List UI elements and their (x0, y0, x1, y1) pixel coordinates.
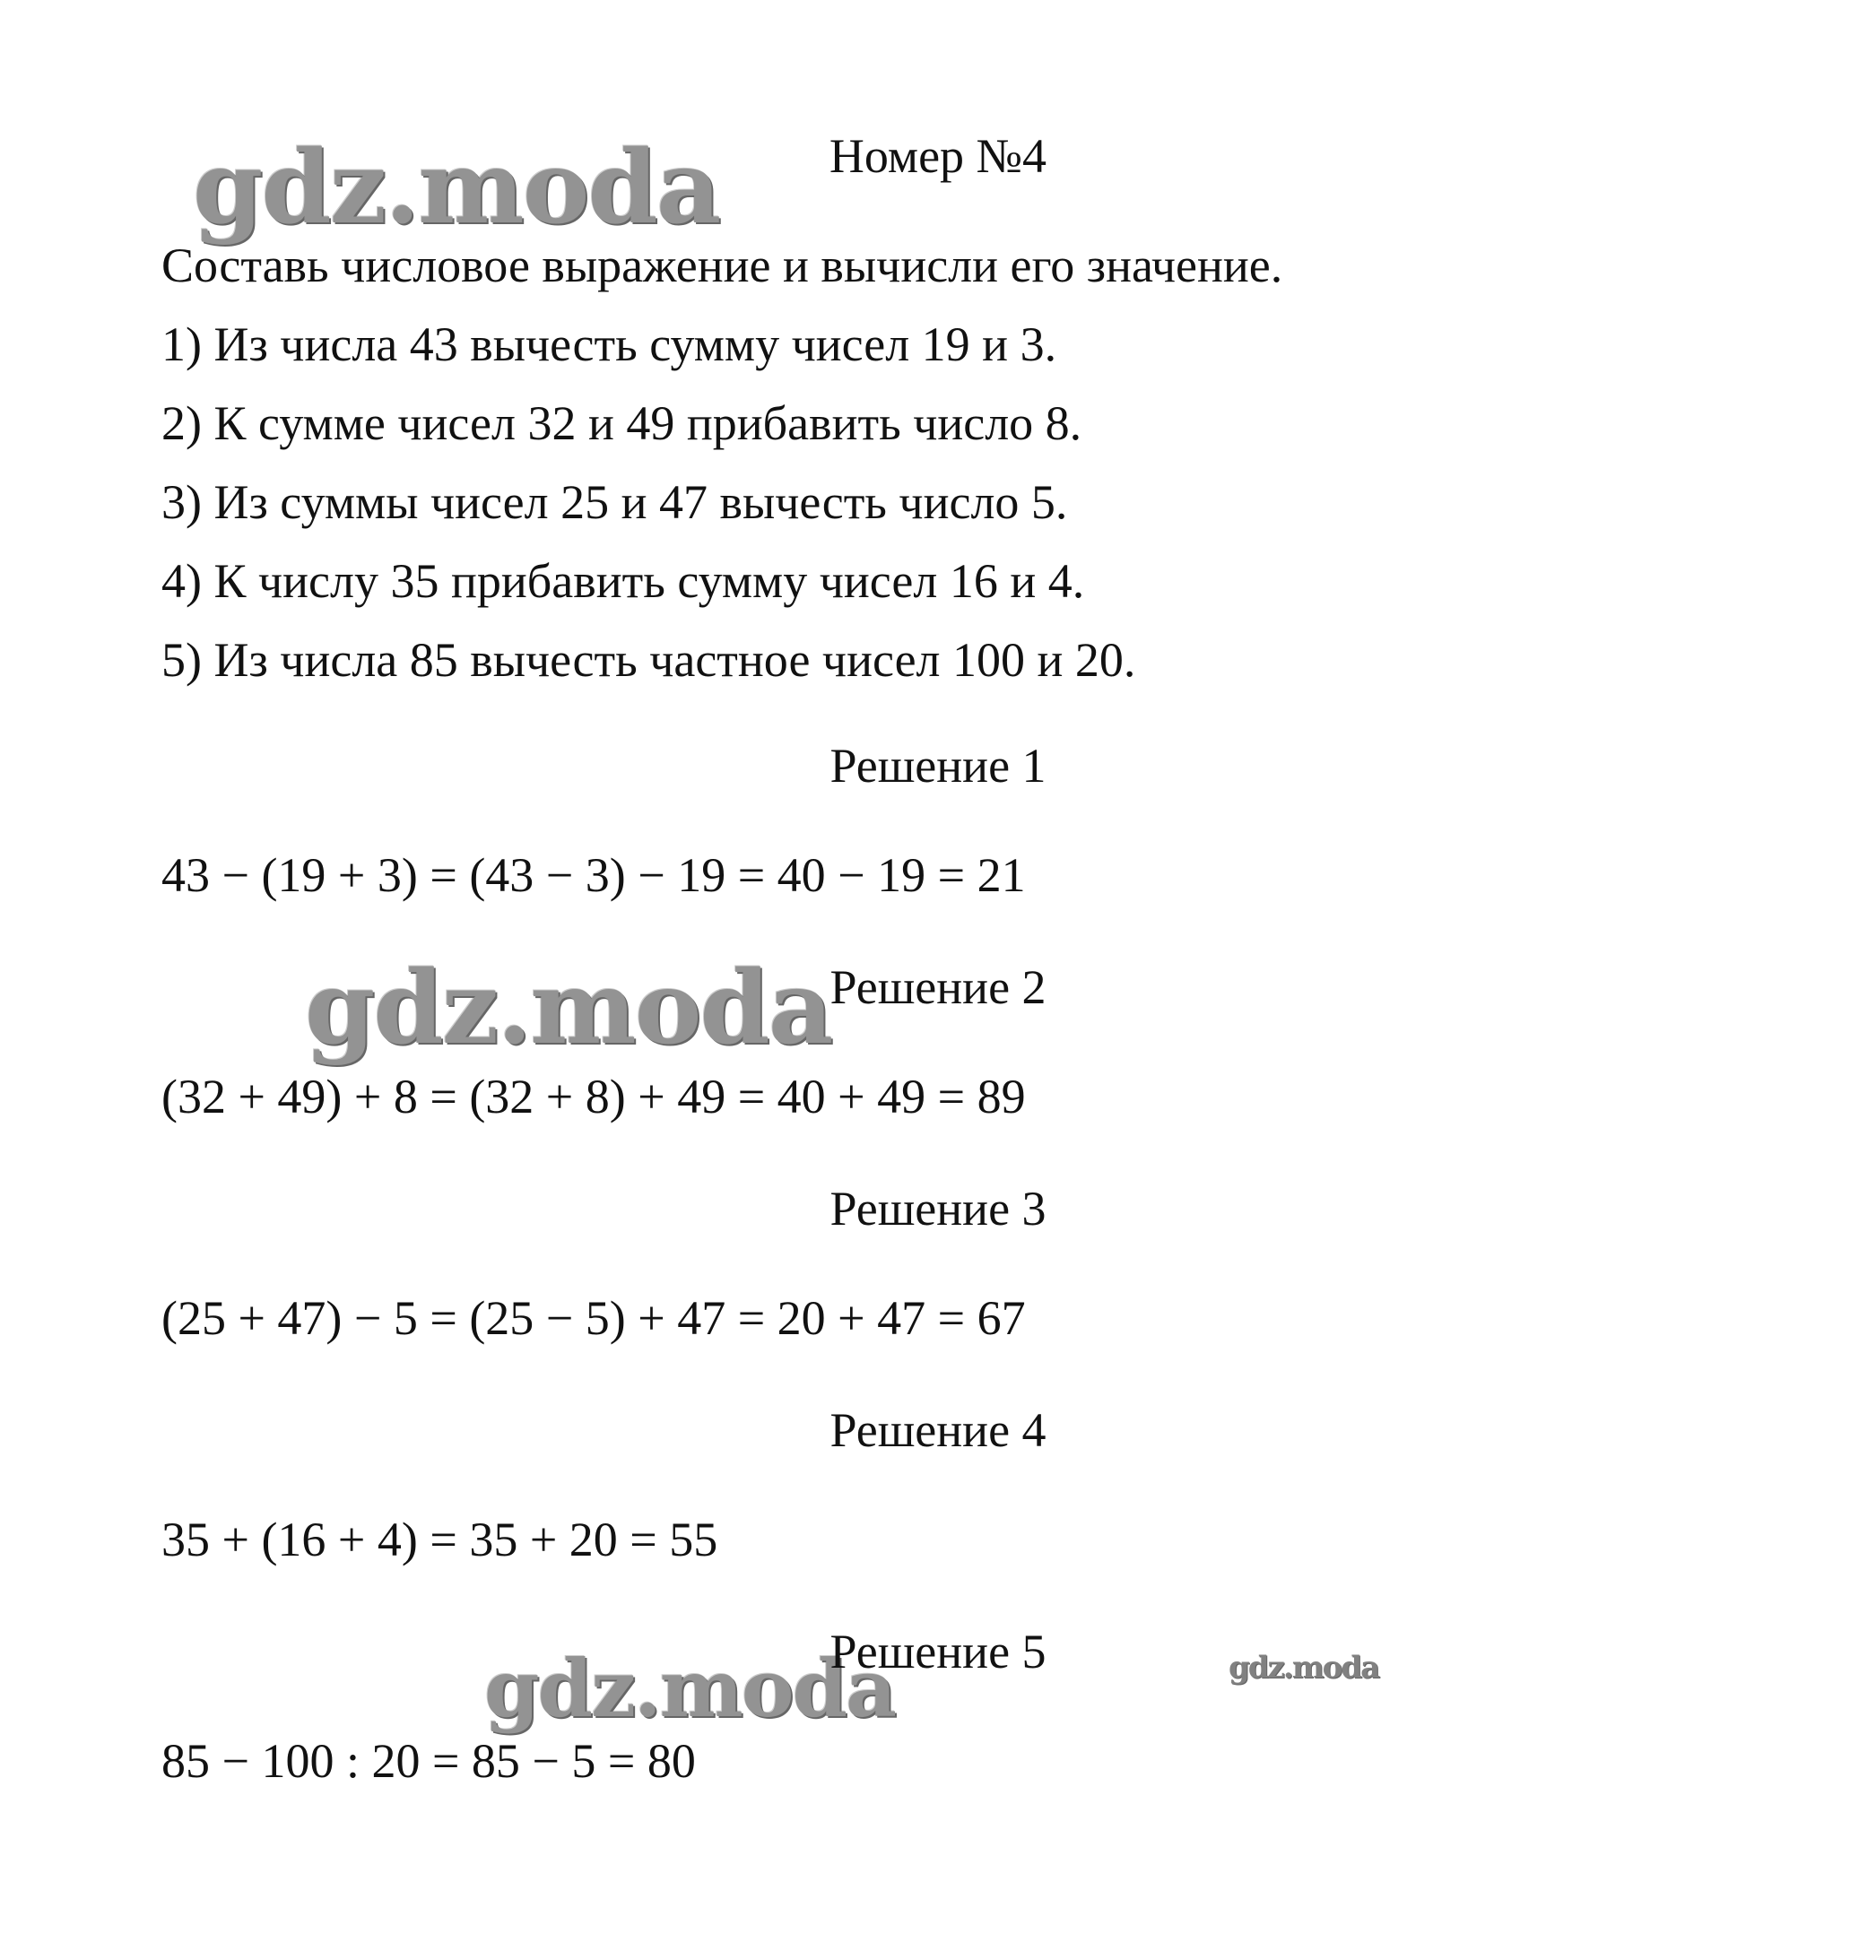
task-item-3: 3) Из суммы чисел 25 и 47 вычесть число 5. (161, 475, 1068, 529)
watermark-top: gdz.moda (193, 129, 720, 247)
task-item-1: 1) Из числа 43 вычесть сумму чисел 19 и 3. (161, 317, 1057, 371)
solution-2-expression: (32 + 49) + 8 = (32 + 8) + 49 = 40 + 49 = 89 (161, 1070, 1026, 1123)
watermark-small: gdz.moda (1229, 1650, 1379, 1686)
page-title: Номер №4 (829, 129, 1047, 183)
task-item-2: 2) К сумме чисел 32 и 49 прибавить число 8. (161, 396, 1082, 450)
task-text: Составь числовое выражение и вычисли его значение. (161, 238, 1283, 292)
solution-2-heading: Решение 2 (829, 960, 1047, 1014)
watermark-middle: gdz.moda (305, 950, 832, 1067)
solution-3-expression: (25 + 47) − 5 = (25 − 5) + 47 = 20 + 47 = 67 (161, 1291, 1026, 1345)
solution-4-expression: 35 + (16 + 4) = 35 + 20 = 55 (161, 1513, 718, 1566)
watermark-bottom: gdz.moda (484, 1642, 896, 1735)
solution-3-heading: Решение 3 (829, 1182, 1047, 1236)
solution-1-expression: 43 − (19 + 3) = (43 − 3) − 19 = 40 − 19 = 21 (161, 848, 1026, 902)
solution-1-heading: Решение 1 (829, 739, 1047, 793)
task-item-5: 5) Из числа 85 вычесть частное чисел 100 и 20. (161, 633, 1136, 687)
task-item-4: 4) К числу 35 прибавить сумму чисел 16 и 4. (161, 554, 1085, 608)
solution-4-heading: Решение 4 (829, 1403, 1047, 1457)
solution-5-heading: Решение 5 (829, 1625, 1047, 1678)
solution-5-expression: 85 − 100 : 20 = 85 − 5 = 80 (161, 1734, 696, 1788)
